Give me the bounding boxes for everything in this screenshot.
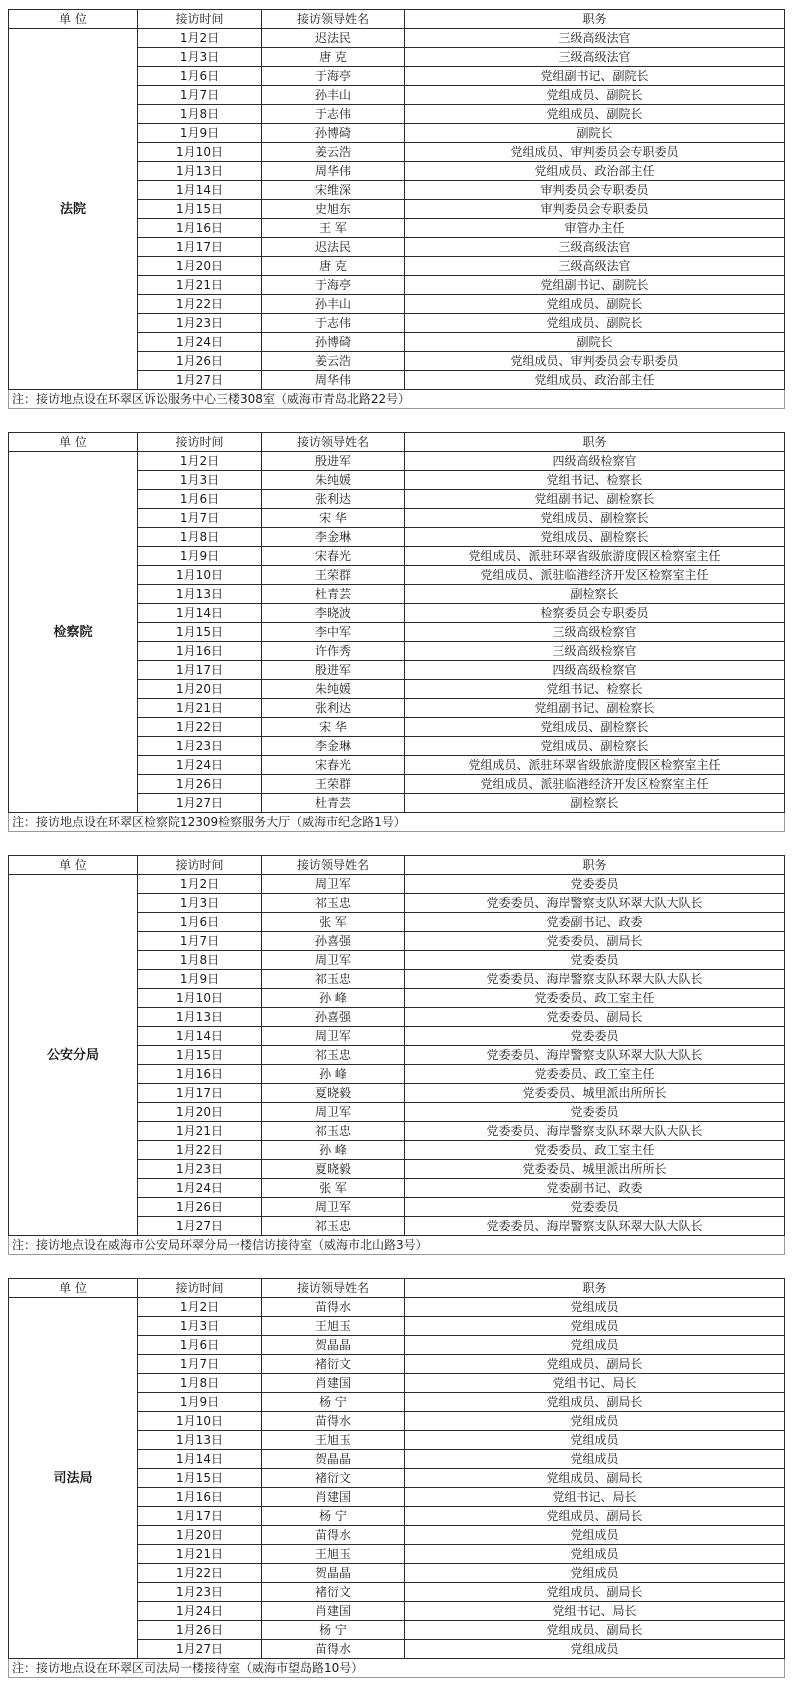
date-cell: 1月22日	[138, 295, 262, 314]
note-row	[9, 1236, 785, 1255]
date-cell: 1月27日	[138, 794, 262, 813]
date-cell: 1月10日	[138, 989, 262, 1008]
position-cell: 党组成员、副检察长	[405, 718, 785, 737]
position-cell: 党组成员、派驻临港经济开发区检察室主任	[405, 775, 785, 794]
position-cell: 三级高级法官	[405, 29, 785, 48]
leader-name-cell: 苗得水	[262, 1298, 405, 1317]
position-cell: 党委委员、副局长	[405, 932, 785, 951]
leader-name-cell: 祁玉忠	[262, 1217, 405, 1236]
location-note: 注：接访地点设在环翠区检察院12309检察服务大厅（威海市纪念路1号）	[9, 813, 785, 832]
date-cell: 1月3日	[138, 894, 262, 913]
date-cell: 1月24日	[138, 1602, 262, 1621]
leader-name-cell: 迟法民	[262, 238, 405, 257]
header-position: 职务	[405, 10, 785, 29]
leader-name-cell: 祁玉忠	[262, 1046, 405, 1065]
table-row	[9, 1298, 785, 1317]
schedule-section-0	[8, 9, 784, 409]
schedule-table	[8, 1278, 785, 1678]
position-cell: 党组书记、检察长	[405, 471, 785, 490]
unit-name: 法院	[9, 29, 138, 390]
date-cell: 1月6日	[138, 67, 262, 86]
leader-name-cell: 祁玉忠	[262, 970, 405, 989]
leader-name-cell: 唐 克	[262, 48, 405, 67]
leader-name-cell: 肖建国	[262, 1374, 405, 1393]
date-cell: 1月2日	[138, 1298, 262, 1317]
position-cell: 审判委员会专职委员	[405, 181, 785, 200]
date-cell: 1月27日	[138, 1640, 262, 1659]
position-cell: 党组成员、副局长	[405, 1393, 785, 1412]
date-cell: 1月21日	[138, 1545, 262, 1564]
leader-name-cell: 周卫军	[262, 1103, 405, 1122]
position-cell: 检察委员会专职委员	[405, 604, 785, 623]
date-cell: 1月14日	[138, 181, 262, 200]
leader-name-cell: 祁玉忠	[262, 1122, 405, 1141]
date-cell: 1月20日	[138, 1103, 262, 1122]
leader-name-cell: 苗得水	[262, 1640, 405, 1659]
date-cell: 1月3日	[138, 48, 262, 67]
date-cell: 1月20日	[138, 257, 262, 276]
leader-name-cell: 褚衍文	[262, 1469, 405, 1488]
leader-name-cell: 宋春光	[262, 547, 405, 566]
header-position: 职务	[405, 1279, 785, 1298]
unit-name: 检察院	[9, 452, 138, 813]
position-cell: 党组成员	[405, 1450, 785, 1469]
position-cell: 四级高级检察官	[405, 452, 785, 471]
date-cell: 1月14日	[138, 604, 262, 623]
date-cell: 1月27日	[138, 371, 262, 390]
position-cell: 副院长	[405, 124, 785, 143]
date-cell: 1月16日	[138, 1488, 262, 1507]
leader-name-cell: 孙 峰	[262, 1141, 405, 1160]
note-row	[9, 813, 785, 832]
schedule-table	[8, 855, 785, 1255]
position-cell: 党组副书记、副检察长	[405, 699, 785, 718]
leader-name-cell: 贺晶晶	[262, 1336, 405, 1355]
leader-name-cell: 朱纯媛	[262, 680, 405, 699]
position-cell: 党组成员、副院长	[405, 105, 785, 124]
leader-name-cell: 于海亭	[262, 67, 405, 86]
date-cell: 1月6日	[138, 1336, 262, 1355]
leader-name-cell: 褚衍文	[262, 1583, 405, 1602]
date-cell: 1月21日	[138, 699, 262, 718]
position-cell: 党组成员	[405, 1336, 785, 1355]
date-cell: 1月9日	[138, 1393, 262, 1412]
position-cell: 党组书记、检察长	[405, 680, 785, 699]
position-cell: 党组成员、副院长	[405, 295, 785, 314]
date-cell: 1月13日	[138, 585, 262, 604]
leader-name-cell: 肖建国	[262, 1602, 405, 1621]
date-cell: 1月26日	[138, 1198, 262, 1217]
position-cell: 三级高级检察官	[405, 642, 785, 661]
date-cell: 1月20日	[138, 1526, 262, 1545]
position-cell: 党委委员、政工室主任	[405, 989, 785, 1008]
date-cell: 1月7日	[138, 932, 262, 951]
leader-name-cell: 褚衍文	[262, 1355, 405, 1374]
leader-name-cell: 张 军	[262, 1179, 405, 1198]
header-row	[9, 1279, 785, 1298]
date-cell: 1月17日	[138, 238, 262, 257]
leader-name-cell: 王旭玉	[262, 1545, 405, 1564]
table-row	[9, 29, 785, 48]
date-cell: 1月14日	[138, 1450, 262, 1469]
leader-name-cell: 孙丰山	[262, 295, 405, 314]
date-cell: 1月7日	[138, 86, 262, 105]
position-cell: 党委委员、海岸警察支队环翠大队大队长	[405, 1046, 785, 1065]
position-cell: 党组成员、派驻环翠省级旅游度假区检察室主任	[405, 756, 785, 775]
date-cell: 1月16日	[138, 219, 262, 238]
date-cell: 1月7日	[138, 509, 262, 528]
position-cell: 党委委员	[405, 1027, 785, 1046]
position-cell: 党组成员、副检察长	[405, 737, 785, 756]
date-cell: 1月24日	[138, 1179, 262, 1198]
date-cell: 1月17日	[138, 1507, 262, 1526]
position-cell: 党委委员、海岸警察支队环翠大队大队长	[405, 1122, 785, 1141]
leader-name-cell: 周卫军	[262, 1198, 405, 1217]
leader-name-cell: 周华伟	[262, 162, 405, 181]
leader-name-cell: 殷进军	[262, 452, 405, 471]
leader-name-cell: 杨 宁	[262, 1393, 405, 1412]
position-cell: 三级高级法官	[405, 257, 785, 276]
leader-name-cell: 孙喜强	[262, 932, 405, 951]
header-leader: 接访领导姓名	[262, 10, 405, 29]
date-cell: 1月15日	[138, 200, 262, 219]
position-cell: 党组成员、副院长	[405, 314, 785, 333]
leader-name-cell: 王 军	[262, 219, 405, 238]
leader-name-cell: 周卫军	[262, 875, 405, 894]
header-unit: 单 位	[9, 856, 138, 875]
header-leader: 接访领导姓名	[262, 1279, 405, 1298]
leader-name-cell: 宋春光	[262, 756, 405, 775]
header-date: 接访时间	[138, 1279, 262, 1298]
position-cell: 党委副书记、政委	[405, 913, 785, 932]
position-cell: 党委委员、海岸警察支队环翠大队大队长	[405, 970, 785, 989]
leader-name-cell: 许作秀	[262, 642, 405, 661]
position-cell: 党组副书记、副院长	[405, 276, 785, 295]
date-cell: 1月10日	[138, 566, 262, 585]
position-cell: 党组成员、审判委员会专职委员	[405, 352, 785, 371]
leader-name-cell: 王旭玉	[262, 1317, 405, 1336]
position-cell: 党组成员	[405, 1412, 785, 1431]
header-leader: 接访领导姓名	[262, 856, 405, 875]
position-cell: 三级高级法官	[405, 48, 785, 67]
leader-name-cell: 孙 峰	[262, 1065, 405, 1084]
header-date: 接访时间	[138, 433, 262, 452]
header-leader: 接访领导姓名	[262, 433, 405, 452]
position-cell: 党组成员、派驻环翠省级旅游度假区检察室主任	[405, 547, 785, 566]
position-cell: 党组成员、副局长	[405, 1583, 785, 1602]
date-cell: 1月9日	[138, 970, 262, 989]
date-cell: 1月13日	[138, 1431, 262, 1450]
leader-name-cell: 杨 宁	[262, 1507, 405, 1526]
leader-name-cell: 张利达	[262, 699, 405, 718]
position-cell: 党委委员	[405, 875, 785, 894]
date-cell: 1月27日	[138, 1217, 262, 1236]
schedule-section-2	[8, 855, 784, 1255]
leader-name-cell: 周卫军	[262, 951, 405, 970]
position-cell: 四级高级检察官	[405, 661, 785, 680]
position-cell: 党委委员	[405, 1103, 785, 1122]
leader-name-cell: 王荣群	[262, 566, 405, 585]
date-cell: 1月22日	[138, 1141, 262, 1160]
date-cell: 1月22日	[138, 1564, 262, 1583]
date-cell: 1月16日	[138, 642, 262, 661]
date-cell: 1月6日	[138, 490, 262, 509]
position-cell: 党委委员、海岸警察支队环翠大队大队长	[405, 894, 785, 913]
position-cell: 党组成员、副检察长	[405, 509, 785, 528]
position-cell: 党组成员、副检察长	[405, 528, 785, 547]
leader-name-cell: 李金琳	[262, 737, 405, 756]
position-cell: 党委委员、城里派出所所长	[405, 1084, 785, 1103]
leader-name-cell: 姜云浩	[262, 352, 405, 371]
leader-name-cell: 于志伟	[262, 105, 405, 124]
position-cell: 党组成员	[405, 1640, 785, 1659]
leader-name-cell: 李金琳	[262, 528, 405, 547]
date-cell: 1月20日	[138, 680, 262, 699]
position-cell: 党组书记、局长	[405, 1602, 785, 1621]
date-cell: 1月10日	[138, 143, 262, 162]
date-cell: 1月17日	[138, 1084, 262, 1103]
leader-name-cell: 贺晶晶	[262, 1564, 405, 1583]
date-cell: 1月9日	[138, 124, 262, 143]
position-cell: 副检察长	[405, 794, 785, 813]
leader-name-cell: 李晓波	[262, 604, 405, 623]
position-cell: 党组成员、副院长	[405, 86, 785, 105]
date-cell: 1月10日	[138, 1412, 262, 1431]
position-cell: 党组成员、政治部主任	[405, 371, 785, 390]
position-cell: 党组成员、审判委员会专职委员	[405, 143, 785, 162]
position-cell: 党组成员、副局长	[405, 1621, 785, 1640]
leader-name-cell: 杜青芸	[262, 585, 405, 604]
date-cell: 1月21日	[138, 276, 262, 295]
date-cell: 1月26日	[138, 352, 262, 371]
leader-name-cell: 祁玉忠	[262, 894, 405, 913]
date-cell: 1月26日	[138, 775, 262, 794]
leader-name-cell: 张利达	[262, 490, 405, 509]
position-cell: 党组成员	[405, 1545, 785, 1564]
schedule-table	[8, 9, 785, 409]
header-position: 职务	[405, 856, 785, 875]
position-cell: 党委副书记、政委	[405, 1179, 785, 1198]
location-note: 注：接访地点设在威海市公安局环翠分局一楼信访接待室（威海市北山路3号）	[9, 1236, 785, 1255]
leader-name-cell: 张 军	[262, 913, 405, 932]
date-cell: 1月9日	[138, 547, 262, 566]
position-cell: 党组副书记、副院长	[405, 67, 785, 86]
header-unit: 单 位	[9, 433, 138, 452]
leader-name-cell: 王荣群	[262, 775, 405, 794]
position-cell: 党委委员、海岸警察支队环翠大队大队长	[405, 1217, 785, 1236]
table-row	[9, 875, 785, 894]
date-cell: 1月23日	[138, 1160, 262, 1179]
position-cell: 党组书记、局长	[405, 1488, 785, 1507]
unit-name: 司法局	[9, 1298, 138, 1659]
position-cell: 党组成员	[405, 1564, 785, 1583]
date-cell: 1月8日	[138, 105, 262, 124]
position-cell: 党委委员	[405, 1198, 785, 1217]
leader-name-cell: 李中军	[262, 623, 405, 642]
date-cell: 1月2日	[138, 452, 262, 471]
leader-name-cell: 史旭东	[262, 200, 405, 219]
leader-name-cell: 周华伟	[262, 371, 405, 390]
header-position: 职务	[405, 433, 785, 452]
position-cell: 党组书记、局长	[405, 1374, 785, 1393]
position-cell: 党组成员、副局长	[405, 1469, 785, 1488]
date-cell: 1月6日	[138, 913, 262, 932]
note-row	[9, 1659, 785, 1678]
date-cell: 1月15日	[138, 1469, 262, 1488]
note-row	[9, 390, 785, 409]
unit-name: 公安分局	[9, 875, 138, 1236]
leader-name-cell: 姜云浩	[262, 143, 405, 162]
schedule-section-3	[8, 1278, 784, 1678]
date-cell: 1月21日	[138, 1122, 262, 1141]
schedule-section-1	[8, 432, 784, 832]
date-cell: 1月23日	[138, 737, 262, 756]
date-cell: 1月2日	[138, 875, 262, 894]
date-cell: 1月23日	[138, 314, 262, 333]
position-cell: 三级高级检察官	[405, 623, 785, 642]
date-cell: 1月23日	[138, 1583, 262, 1602]
date-cell: 1月13日	[138, 162, 262, 181]
date-cell: 1月24日	[138, 333, 262, 352]
leader-name-cell: 迟法民	[262, 29, 405, 48]
date-cell: 1月16日	[138, 1065, 262, 1084]
position-cell: 副检察长	[405, 585, 785, 604]
header-date: 接访时间	[138, 10, 262, 29]
date-cell: 1月8日	[138, 528, 262, 547]
position-cell: 副院长	[405, 333, 785, 352]
leader-name-cell: 朱纯媛	[262, 471, 405, 490]
leader-name-cell: 杨 宁	[262, 1621, 405, 1640]
date-cell: 1月24日	[138, 756, 262, 775]
position-cell: 审判委员会专职委员	[405, 200, 785, 219]
leader-name-cell: 孙博碕	[262, 124, 405, 143]
leader-name-cell: 肖建国	[262, 1488, 405, 1507]
date-cell: 1月15日	[138, 1046, 262, 1065]
leader-name-cell: 孙丰山	[262, 86, 405, 105]
position-cell: 党委委员、副局长	[405, 1008, 785, 1027]
leader-name-cell: 夏晓毅	[262, 1084, 405, 1103]
header-row	[9, 433, 785, 452]
position-cell: 党组成员	[405, 1317, 785, 1336]
date-cell: 1月17日	[138, 661, 262, 680]
date-cell: 1月15日	[138, 623, 262, 642]
leader-name-cell: 于志伟	[262, 314, 405, 333]
header-unit: 单 位	[9, 1279, 138, 1298]
header-date: 接访时间	[138, 856, 262, 875]
leader-name-cell: 唐 克	[262, 257, 405, 276]
leader-name-cell: 宋维深	[262, 181, 405, 200]
table-row	[9, 452, 785, 471]
position-cell: 党组成员、副局长	[405, 1507, 785, 1526]
leader-name-cell: 夏晓毅	[262, 1160, 405, 1179]
leader-name-cell: 宋 华	[262, 509, 405, 528]
position-cell: 党组成员	[405, 1526, 785, 1545]
location-note: 注：接访地点设在环翠区司法局一楼接待室（威海市望岛路10号）	[9, 1659, 785, 1678]
leader-name-cell: 苗得水	[262, 1412, 405, 1431]
leader-name-cell: 孙博碕	[262, 333, 405, 352]
position-cell: 党组成员	[405, 1298, 785, 1317]
date-cell: 1月22日	[138, 718, 262, 737]
leader-name-cell: 苗得水	[262, 1526, 405, 1545]
position-cell: 党组成员、派驻临港经济开发区检察室主任	[405, 566, 785, 585]
header-row	[9, 856, 785, 875]
leader-name-cell: 周卫军	[262, 1027, 405, 1046]
position-cell: 党委委员、政工室主任	[405, 1065, 785, 1084]
leader-name-cell: 王旭玉	[262, 1431, 405, 1450]
position-cell: 党组成员、政治部主任	[405, 162, 785, 181]
leader-name-cell: 孙喜强	[262, 1008, 405, 1027]
date-cell: 1月8日	[138, 951, 262, 970]
date-cell: 1月2日	[138, 29, 262, 48]
date-cell: 1月3日	[138, 471, 262, 490]
position-cell: 党委委员	[405, 951, 785, 970]
date-cell: 1月14日	[138, 1027, 262, 1046]
position-cell: 三级高级法官	[405, 238, 785, 257]
header-row	[9, 10, 785, 29]
leader-name-cell: 于海亭	[262, 276, 405, 295]
schedule-table	[8, 432, 785, 832]
leader-name-cell: 杜青芸	[262, 794, 405, 813]
position-cell: 党组副书记、副检察长	[405, 490, 785, 509]
date-cell: 1月7日	[138, 1355, 262, 1374]
position-cell: 党委委员、政工室主任	[405, 1141, 785, 1160]
position-cell: 审管办主任	[405, 219, 785, 238]
leader-name-cell: 贺晶晶	[262, 1450, 405, 1469]
position-cell: 党组成员	[405, 1431, 785, 1450]
date-cell: 1月26日	[138, 1621, 262, 1640]
date-cell: 1月3日	[138, 1317, 262, 1336]
position-cell: 党委委员、城里派出所所长	[405, 1160, 785, 1179]
location-note: 注：接访地点设在环翠区诉讼服务中心三楼308室（威海市青岛北路22号）	[9, 390, 785, 409]
position-cell: 党组成员、副局长	[405, 1355, 785, 1374]
leader-name-cell: 殷进军	[262, 661, 405, 680]
leader-name-cell: 孙 峰	[262, 989, 405, 1008]
header-unit: 单 位	[9, 10, 138, 29]
date-cell: 1月13日	[138, 1008, 262, 1027]
leader-name-cell: 宋 华	[262, 718, 405, 737]
date-cell: 1月8日	[138, 1374, 262, 1393]
